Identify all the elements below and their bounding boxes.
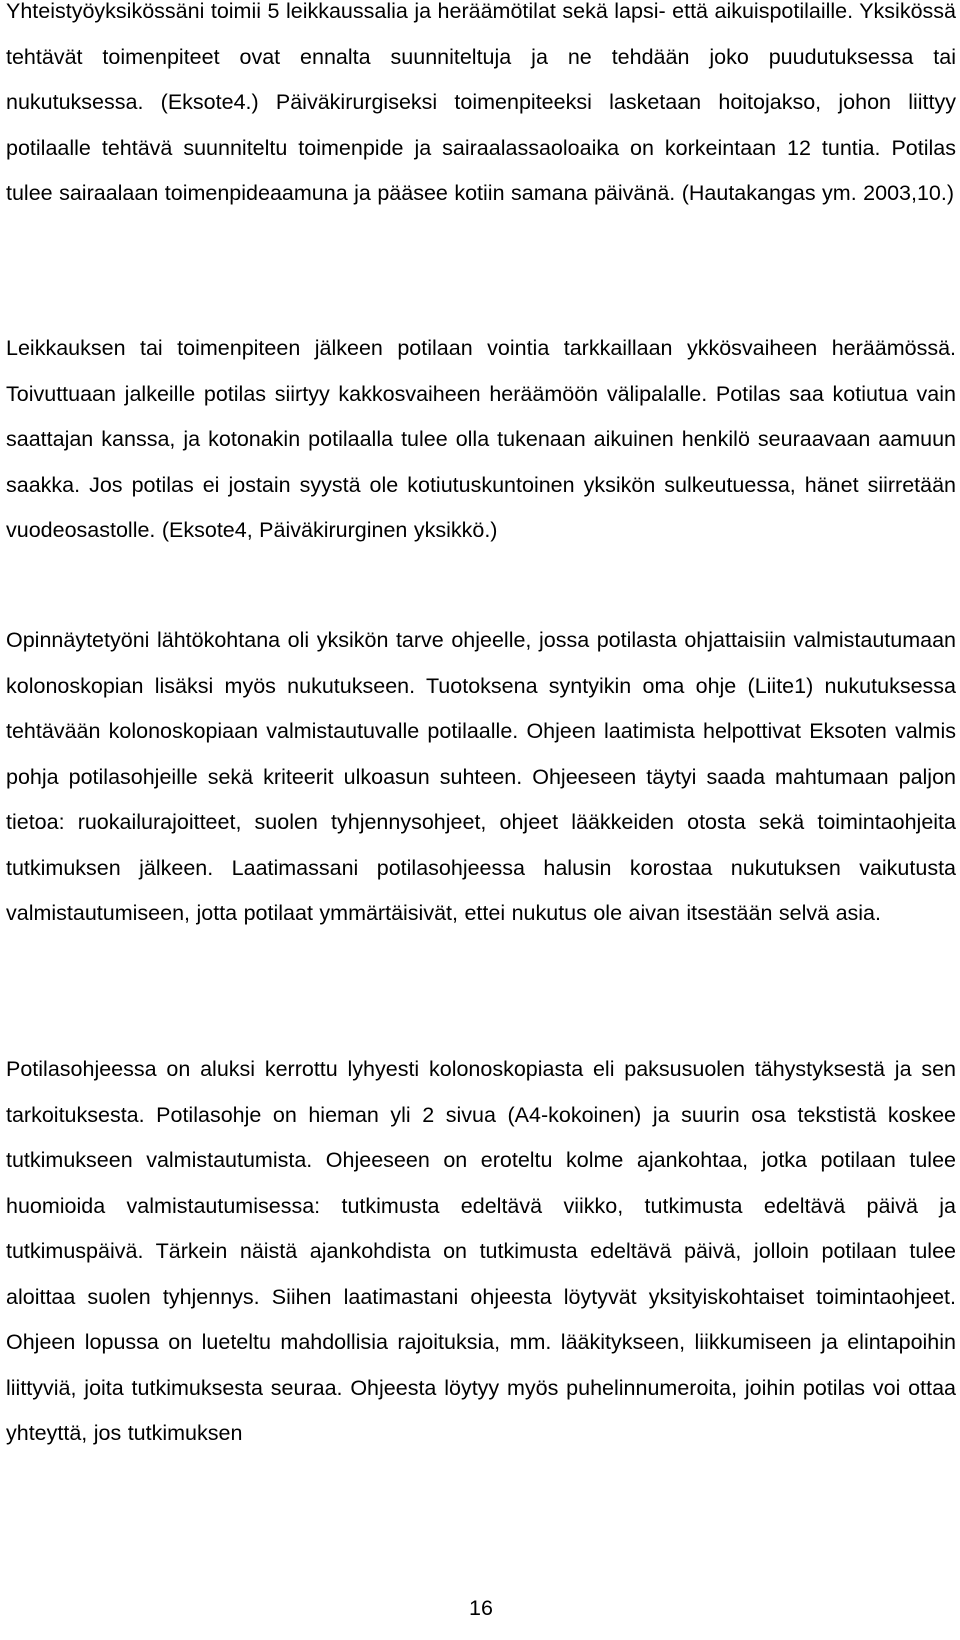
body-paragraph-2: Leikkauksen tai toimenpiteen jälkeen potilaan vointia tarkkaillaan ykkösvaiheen heräämössä. Toivuttuaan jalkeille potilas siirtyy kakkosvaiheen heräämöön välipalalle. Potilas saa kotiutua vain saattajan kanssa, ja kotonakin potilaalla tulee olla tukenaan aikuinen henkilö seuraavaan aamuun saakka. Jos potilas ei jostain syystä ole kotiutuskuntoinen yksikön sulkeutuessa, hänet siirretään vuodeosastolle. (Eksote4, Päiväkirurginen yksikkö.) bbox=[6, 336, 956, 542]
body-paragraph-3: Opinnäytetyöni lähtökohtana oli yksikön tarve ohjeelle, jossa potilasta ohjattaisiin valmistautumaan kolonoskopian lisäksi myös nukutukseen. Tuotoksena syntyikin oma ohje (Liite1) nukutuksessa tehtävään kolonoskopiaan valmistautuvalle potilaalle. Ohjeen laatimista helpottivat Eksoten valmis pohja potilasohjeille sekä kriteerit ulkoasun suhteen. Ohjeeseen täytyi saada mahtumaan paljon tietoa: ruokailurajoitteet, suolen tyhjennysohjeet, ohjeet lääkkeiden otosta sekä toimintaohjeita tutkimuksen jälkeen. Laatimassani potilasohjeessa halusin korostaa nukutuksen vaikutusta valmistautumiseen, jotta potilaat ymmärtäisivät, ettei nukutus ole aivan itsestään selvä asia. bbox=[6, 628, 956, 925]
document-page bbox=[6, 0, 956, 1640]
body-paragraph-4: Potilasohjeessa on aluksi kerrottu lyhyesti kolonoskopiasta eli paksusuolen tähystyksestä ja sen tarkoituksesta. Potilasohje on hieman yli 2 sivua (A4-kokoinen) ja suurin osa tekstistä koskee tutkimukseen valmistautumista. Ohjeeseen on eroteltu kolme ajankohtaa, jotka potilaan tulee huomioida valmistautumisessa: tutkimusta edeltävä viikko, tutkimusta edeltävä päivä ja tutkimuspäivä. Tärkein näistä ajankohdista on tutkimusta edeltävä päivä, jolloin potilaan tulee aloittaa suolen tyhjennys. Siihen laatimastani ohjeesta löytyvät yksityiskohtaiset toimintaohjeet. Ohjeen lopussa on lueteltu mahdollisia rajoituksia, mm. lääkitykseen, liikkumiseen ja elintapoihin liittyviä, joita tutkimuksesta seuraa. Ohjeesta löytyy myös puhelinnumeroita, joihin potilas voi ottaa yhteyttä, jos tutkimuksen bbox=[6, 1057, 956, 1445]
page-number: 16 bbox=[469, 1596, 493, 1620]
body-paragraph-1: Yhteistyöyksikössäni toimii 5 leikkaussalia ja heräämötilat sekä lapsi- että aikuispotilaille. Yksikössä tehtävät toimenpiteet ovat ennalta suunniteltuja ja ne tehdään joko puudutuksessa tai nukutuksessa. (Eksote4.) Päiväkirurgiseksi toimenpiteeksi lasketaan hoitojakso, johon liittyy potilaalle tehtävä suunniteltu toimenpide ja sairaalassaoloaika on korkeintaan 12 tuntia. Potilas tulee sairaalaan toimenpideaamuna ja pääsee kotiin samana päivänä. (Hautakangas ym. 2003,10.) bbox=[6, 0, 956, 205]
